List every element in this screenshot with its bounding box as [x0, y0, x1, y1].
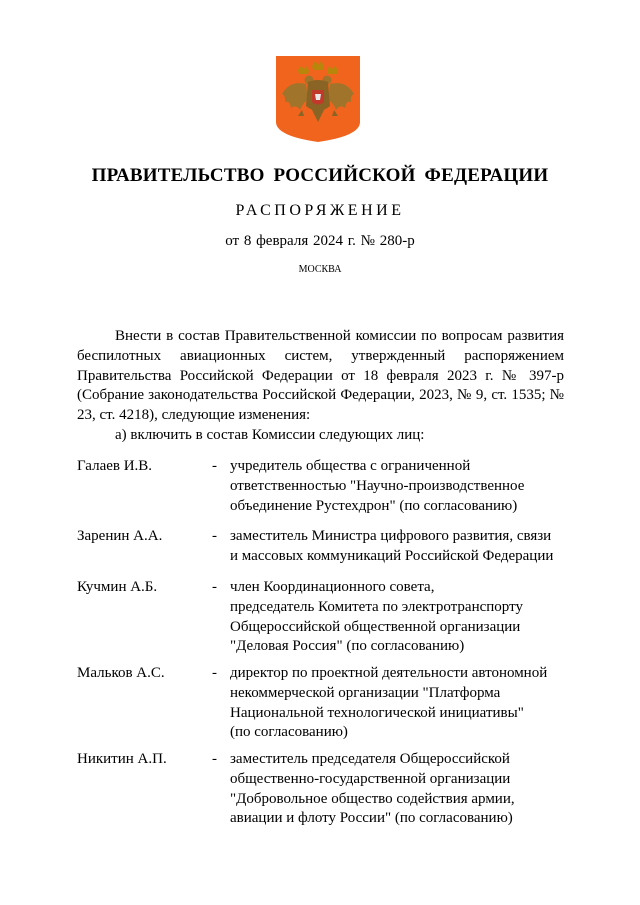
government-title: ПРАВИТЕЛЬСТВО РОССИЙСКОЙ ФЕДЕРАЦИИ	[91, 165, 549, 186]
member-dash: -	[212, 751, 217, 767]
document-type: РАСПОРЯЖЕНИЕ	[235, 202, 405, 219]
member-name: Мальков А.С.	[77, 665, 165, 681]
intro-paragraph: Внести в состав Правительственной комиссии по вопросам развития беспилотных авиационных систем, утвержденный распоряжением Правительства Российской Федерации от 18 февраля 2023 г. № 397-р (Собрание законодательства Российской Федерации, 2023, № 9, ст. 1535; № 23, ст. 4218), следующие изменения:	[77, 328, 564, 424]
member-dash: -	[212, 665, 217, 681]
member-role: заместитель председателя Общероссийской общественно-государственной организации "Добровольное общество содействия армии, авиации и флоту России" (по согласованию)	[230, 751, 515, 827]
member-dash: -	[212, 579, 217, 595]
member-name: Кучмин А.Б.	[77, 579, 158, 595]
document-city: МОСКВА	[298, 264, 342, 275]
member-name: Никитин А.П.	[77, 751, 167, 767]
member-dash: -	[212, 458, 217, 474]
member-name: Галаев И.В.	[77, 458, 153, 474]
member-role: директор по проектной деятельности автономной некоммерческой организации "Платформа Национальной технологической инициативы" (по согласованию)	[230, 665, 548, 741]
member-role: заместитель Министра цифрового развития, связи и массовых коммуникаций Российской Федерации	[230, 528, 554, 564]
document-date-number: от 8 февраля 2024 г. № 280-р	[225, 233, 415, 249]
member-name: Заренин А.А.	[77, 528, 163, 544]
russian-coat-of-arms-icon	[276, 56, 360, 142]
member-role: член Координационного совета, председатель Комитета по электротранспорту Общероссийской общественной организации "Деловая Россия" (по согласованию)	[230, 579, 523, 655]
member-dash: -	[212, 528, 217, 544]
subitem-a: а) включить в состав Комиссии следующих лиц:	[115, 427, 425, 443]
member-role: учредитель общества с ограниченной ответственностью "Научно-производственное объединение Рустехдрон" (по согласованию)	[230, 458, 525, 514]
